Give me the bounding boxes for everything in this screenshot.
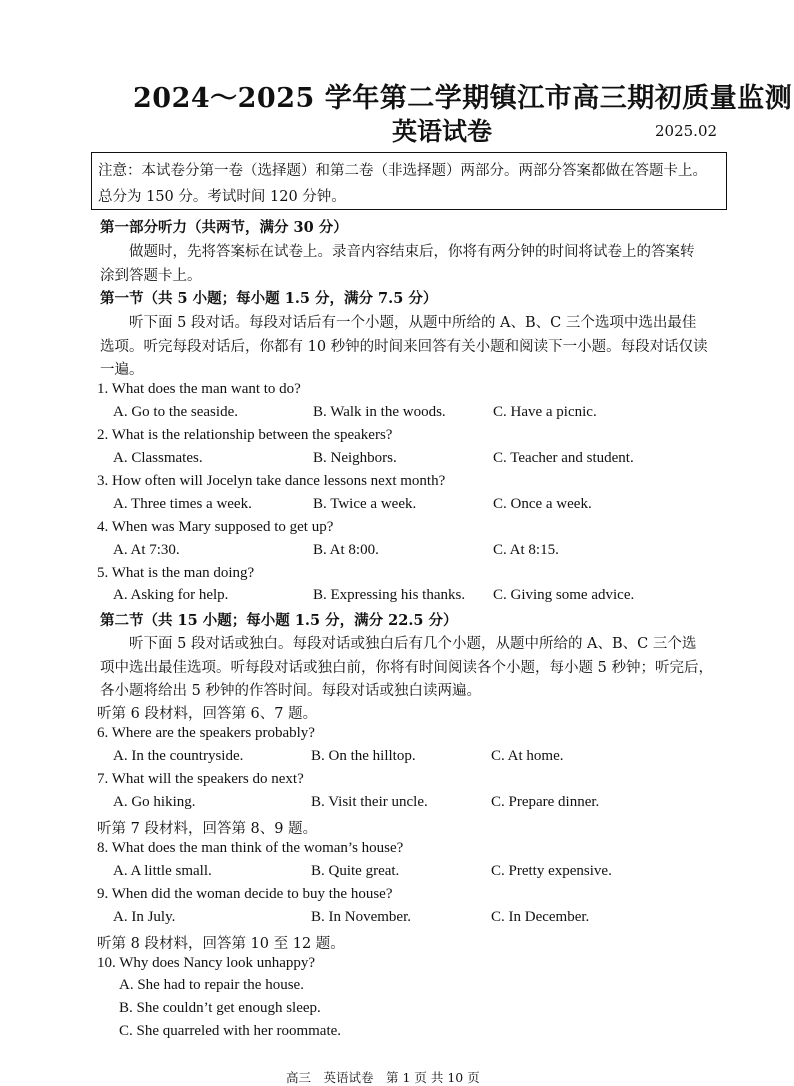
q8-option-b: B. Quite great.	[311, 863, 400, 879]
q2-option-a: A. Classmates.	[113, 450, 203, 466]
q9-option-a: A. In July.	[113, 909, 176, 925]
q5-option-c: C. Giving some advice.	[493, 587, 635, 603]
part1-intro-line-1: 做题时，先将答案标在试卷上。录音内容结束后，你将有两分钟的时间将试卷上的答案转	[129, 244, 695, 260]
q8-option-a: A. A little small.	[113, 863, 212, 879]
notice-line-1: 注意：本试卷分第一卷（选择题）和第二卷（非选择题）两部分。两部分答案都做在答题卡上。	[98, 163, 707, 179]
q5-option-a: A. Asking for help.	[113, 587, 229, 603]
q2-option-b: B. Neighbors.	[313, 450, 397, 466]
q1-option-a: A. Go to the seaside.	[113, 404, 238, 420]
question-3: 3. How often will Jocelyn take dance lessons next month?	[97, 473, 446, 489]
q3-option-c: C. Once a week.	[493, 496, 592, 512]
question-10: 10. Why does Nancy look unhappy?	[97, 955, 316, 971]
material-8-instruction: 听第 8 段材料，回答第 10 至 12 题。	[97, 936, 345, 952]
q2-option-c: C. Teacher and student.	[493, 450, 634, 466]
q4-option-b: B. At 8:00.	[313, 542, 379, 558]
q10-option-c: C. She quarreled with her roommate.	[119, 1023, 342, 1039]
q7-option-a: A. Go hiking.	[113, 794, 196, 810]
q6-option-a: A. In the countryside.	[113, 748, 244, 764]
question-5: 5. What is the man doing?	[97, 565, 255, 581]
question-9: 9. When did the woman decide to buy the house?	[97, 886, 393, 902]
q3-option-b: B. Twice a week.	[313, 496, 417, 512]
section1-intro-line-2: 选项。听完每段对话后，你都有 10 秒钟的时间来回答有关小题和阅读下一小题。每段对话仅读	[100, 339, 708, 355]
q1-option-c: C. Have a picnic.	[493, 404, 597, 420]
part1-heading: 第一部分听力（共两节，满分 30 分）	[100, 219, 348, 236]
q10-option-a: A. She had to repair the house.	[119, 977, 304, 993]
q1-option-b: B. Walk in the woods.	[313, 404, 446, 420]
page-footer: 高三 英语试卷 第 1 页 共 10 页	[286, 1070, 480, 1085]
section1-heading: 第一节（共 5 小题；每小题 1.5 分，满分 7.5 分）	[100, 290, 438, 307]
q8-option-c: C. Pretty expensive.	[491, 863, 612, 879]
material-6-instruction: 听第 6 段材料，回答第 6、7 题。	[97, 706, 318, 722]
section1-intro-line-1: 听下面 5 段对话。每段对话后有一个小题，从题中所给的 A、B、C 三个选项中选出最佳	[129, 315, 697, 331]
q10-option-b: B. She couldn’t get enough sleep.	[119, 1000, 321, 1016]
question-1: 1. What does the man want to do?	[97, 381, 301, 397]
question-6: 6. Where are the speakers probably?	[97, 725, 315, 741]
q5-option-b: B. Expressing his thanks.	[313, 587, 466, 603]
q7-option-b: B. Visit their uncle.	[311, 794, 428, 810]
section2-intro-line-2: 项中选出最佳选项。听每段对话或独白前，你将有时间阅读各个小题，每小题 5 秒钟；听完后，	[100, 660, 713, 676]
exam-subject: 英语试卷	[392, 117, 493, 146]
question-7: 7. What will the speakers do next?	[97, 771, 304, 787]
question-2: 2. What is the relationship between the speakers?	[97, 427, 393, 443]
material-7-instruction: 听第 7 段材料，回答第 8、9 题。	[97, 821, 318, 837]
q9-option-b: B. In November.	[311, 909, 411, 925]
q4-option-a: A. At 7:30.	[113, 542, 180, 558]
q6-option-b: B. On the hilltop.	[311, 748, 416, 764]
section1-intro-line-3: 一遍。	[100, 362, 144, 378]
section2-intro-line-1: 听下面 5 段对话或独白。每段对话或独白后有几个小题，从题中所给的 A、B、C 三个选	[129, 636, 697, 652]
part1-intro-line-2: 涂到答题卡上。	[100, 268, 202, 284]
exam-date: 2025.02	[655, 122, 718, 140]
q3-option-a: A. Three times a week.	[113, 496, 252, 512]
q9-option-c: C. In December.	[491, 909, 590, 925]
section2-intro-line-3: 各小题将给出 5 秒钟的作答时间。每段对话或独白读两遍。	[100, 683, 481, 699]
q6-option-c: C. At home.	[491, 748, 564, 764]
question-8: 8. What does the man think of the woman’s house?	[97, 840, 404, 856]
exam-title: 2024～2025 学年第二学期镇江市高三期初质量监测	[133, 83, 793, 114]
section2-heading: 第二节（共 15 小题；每小题 1.5 分，满分 22.5 分）	[100, 612, 458, 629]
q7-option-c: C. Prepare dinner.	[491, 794, 600, 810]
question-4: 4. When was Mary supposed to get up?	[97, 519, 334, 535]
q4-option-c: C. At 8:15.	[493, 542, 559, 558]
notice-line-2: 总分为 150 分。考试时间 120 分钟。	[98, 189, 346, 205]
